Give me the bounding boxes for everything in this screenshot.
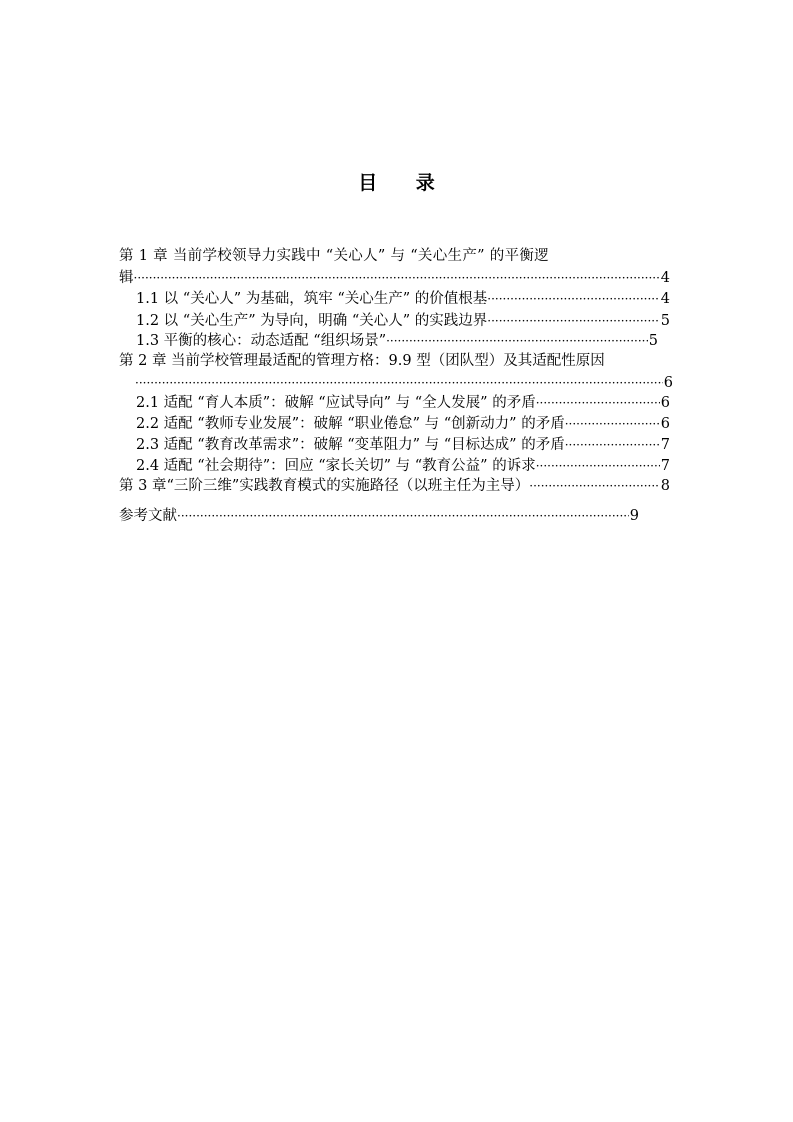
toc-page-number: 5 — [660, 313, 670, 329]
toc-page-number: 5 — [648, 333, 658, 349]
toc-leader-dots — [487, 310, 660, 332]
toc-entry-2-2[interactable] — [136, 413, 670, 435]
toc-entry-text: 1.1 以 “关心人” 为基础，筑牢 “关心生产” 的价值根基 — [136, 291, 488, 307]
toc-page-number: 7 — [660, 458, 670, 474]
toc-leader-dots — [386, 330, 648, 352]
toc-page-number: 6 — [660, 416, 670, 432]
toc-leader-dots — [487, 288, 660, 310]
toc-entry-2-3[interactable] — [136, 434, 670, 456]
toc-entry-text: 2.4 适配 “社会期待”：回应 “家长关切” 与 “教育公益” 的诉求 — [136, 458, 536, 474]
toc-entry-chapter-2[interactable] — [119, 350, 673, 394]
toc-entry-1-3[interactable] — [136, 330, 658, 352]
toc-page-number: 7 — [660, 437, 670, 453]
toc-entry-text: 2.1 适配 “育人本质”：破解 “应试导向” 与 “全人发展” 的矛盾 — [136, 395, 536, 411]
toc-entry-text: 第 2 章 当前学校管理最适配的管理方格：9.9 型（团队型）及其适配性原因 — [119, 353, 605, 369]
toc-leader-dots — [529, 475, 659, 497]
toc-entry-text: 1.3 平衡的核心：动态适配 “组织场景” — [136, 333, 387, 349]
toc-entry-text-continued: 辑 — [119, 270, 134, 286]
toc-leader-dots — [536, 455, 660, 477]
toc-entry-text: 第 1 章 当前学校领导力实践中 “关心人” 与 “关心生产” 的平衡逻 — [119, 248, 549, 264]
toc-entry-text: 1.2 以 “关心生产” 为导向，明确 “关心人” 的实践边界 — [136, 313, 488, 329]
toc-leader-dots — [134, 267, 660, 289]
toc-entry-2-1[interactable] — [136, 392, 670, 414]
toc-page-number: 4 — [660, 291, 670, 307]
toc-entry-text: 2.3 适配 “教育改革需求”：破解 “变革阻力” 与 “目标达成” 的矛盾 — [136, 437, 565, 453]
toc-entry-references[interactable] — [119, 505, 639, 527]
toc-leader-dots — [565, 434, 660, 456]
toc-page-number: 4 — [660, 270, 670, 286]
toc-entry-1-1[interactable] — [136, 288, 670, 310]
toc-title: 目 录 — [358, 172, 451, 194]
toc-entry-chapter-1[interactable] — [119, 245, 670, 289]
toc-entry-1-2[interactable] — [136, 310, 670, 332]
toc-leader-dots — [536, 392, 660, 414]
toc-entry-text: 第 3 章“三阶三维”实践教育模式的实施路径（以班主任为主导） — [119, 478, 530, 494]
toc-page-number: 8 — [660, 478, 670, 494]
toc-entry-2-4[interactable] — [136, 455, 670, 477]
toc-leader-dots — [565, 413, 660, 435]
toc-page-number: 6 — [663, 375, 673, 391]
toc-page-number: 6 — [660, 395, 670, 411]
toc-leader-dots — [177, 505, 629, 527]
toc-entry-chapter-3[interactable] — [119, 475, 670, 497]
toc-page-number: 9 — [629, 508, 639, 524]
toc-entry-text: 2.2 适配 “教师专业发展”：破解 “职业倦怠” 与 “创新动力” 的矛盾 — [136, 416, 565, 432]
toc-leader-dots — [135, 372, 663, 394]
toc-entry-text: 参考文献 — [119, 508, 177, 524]
